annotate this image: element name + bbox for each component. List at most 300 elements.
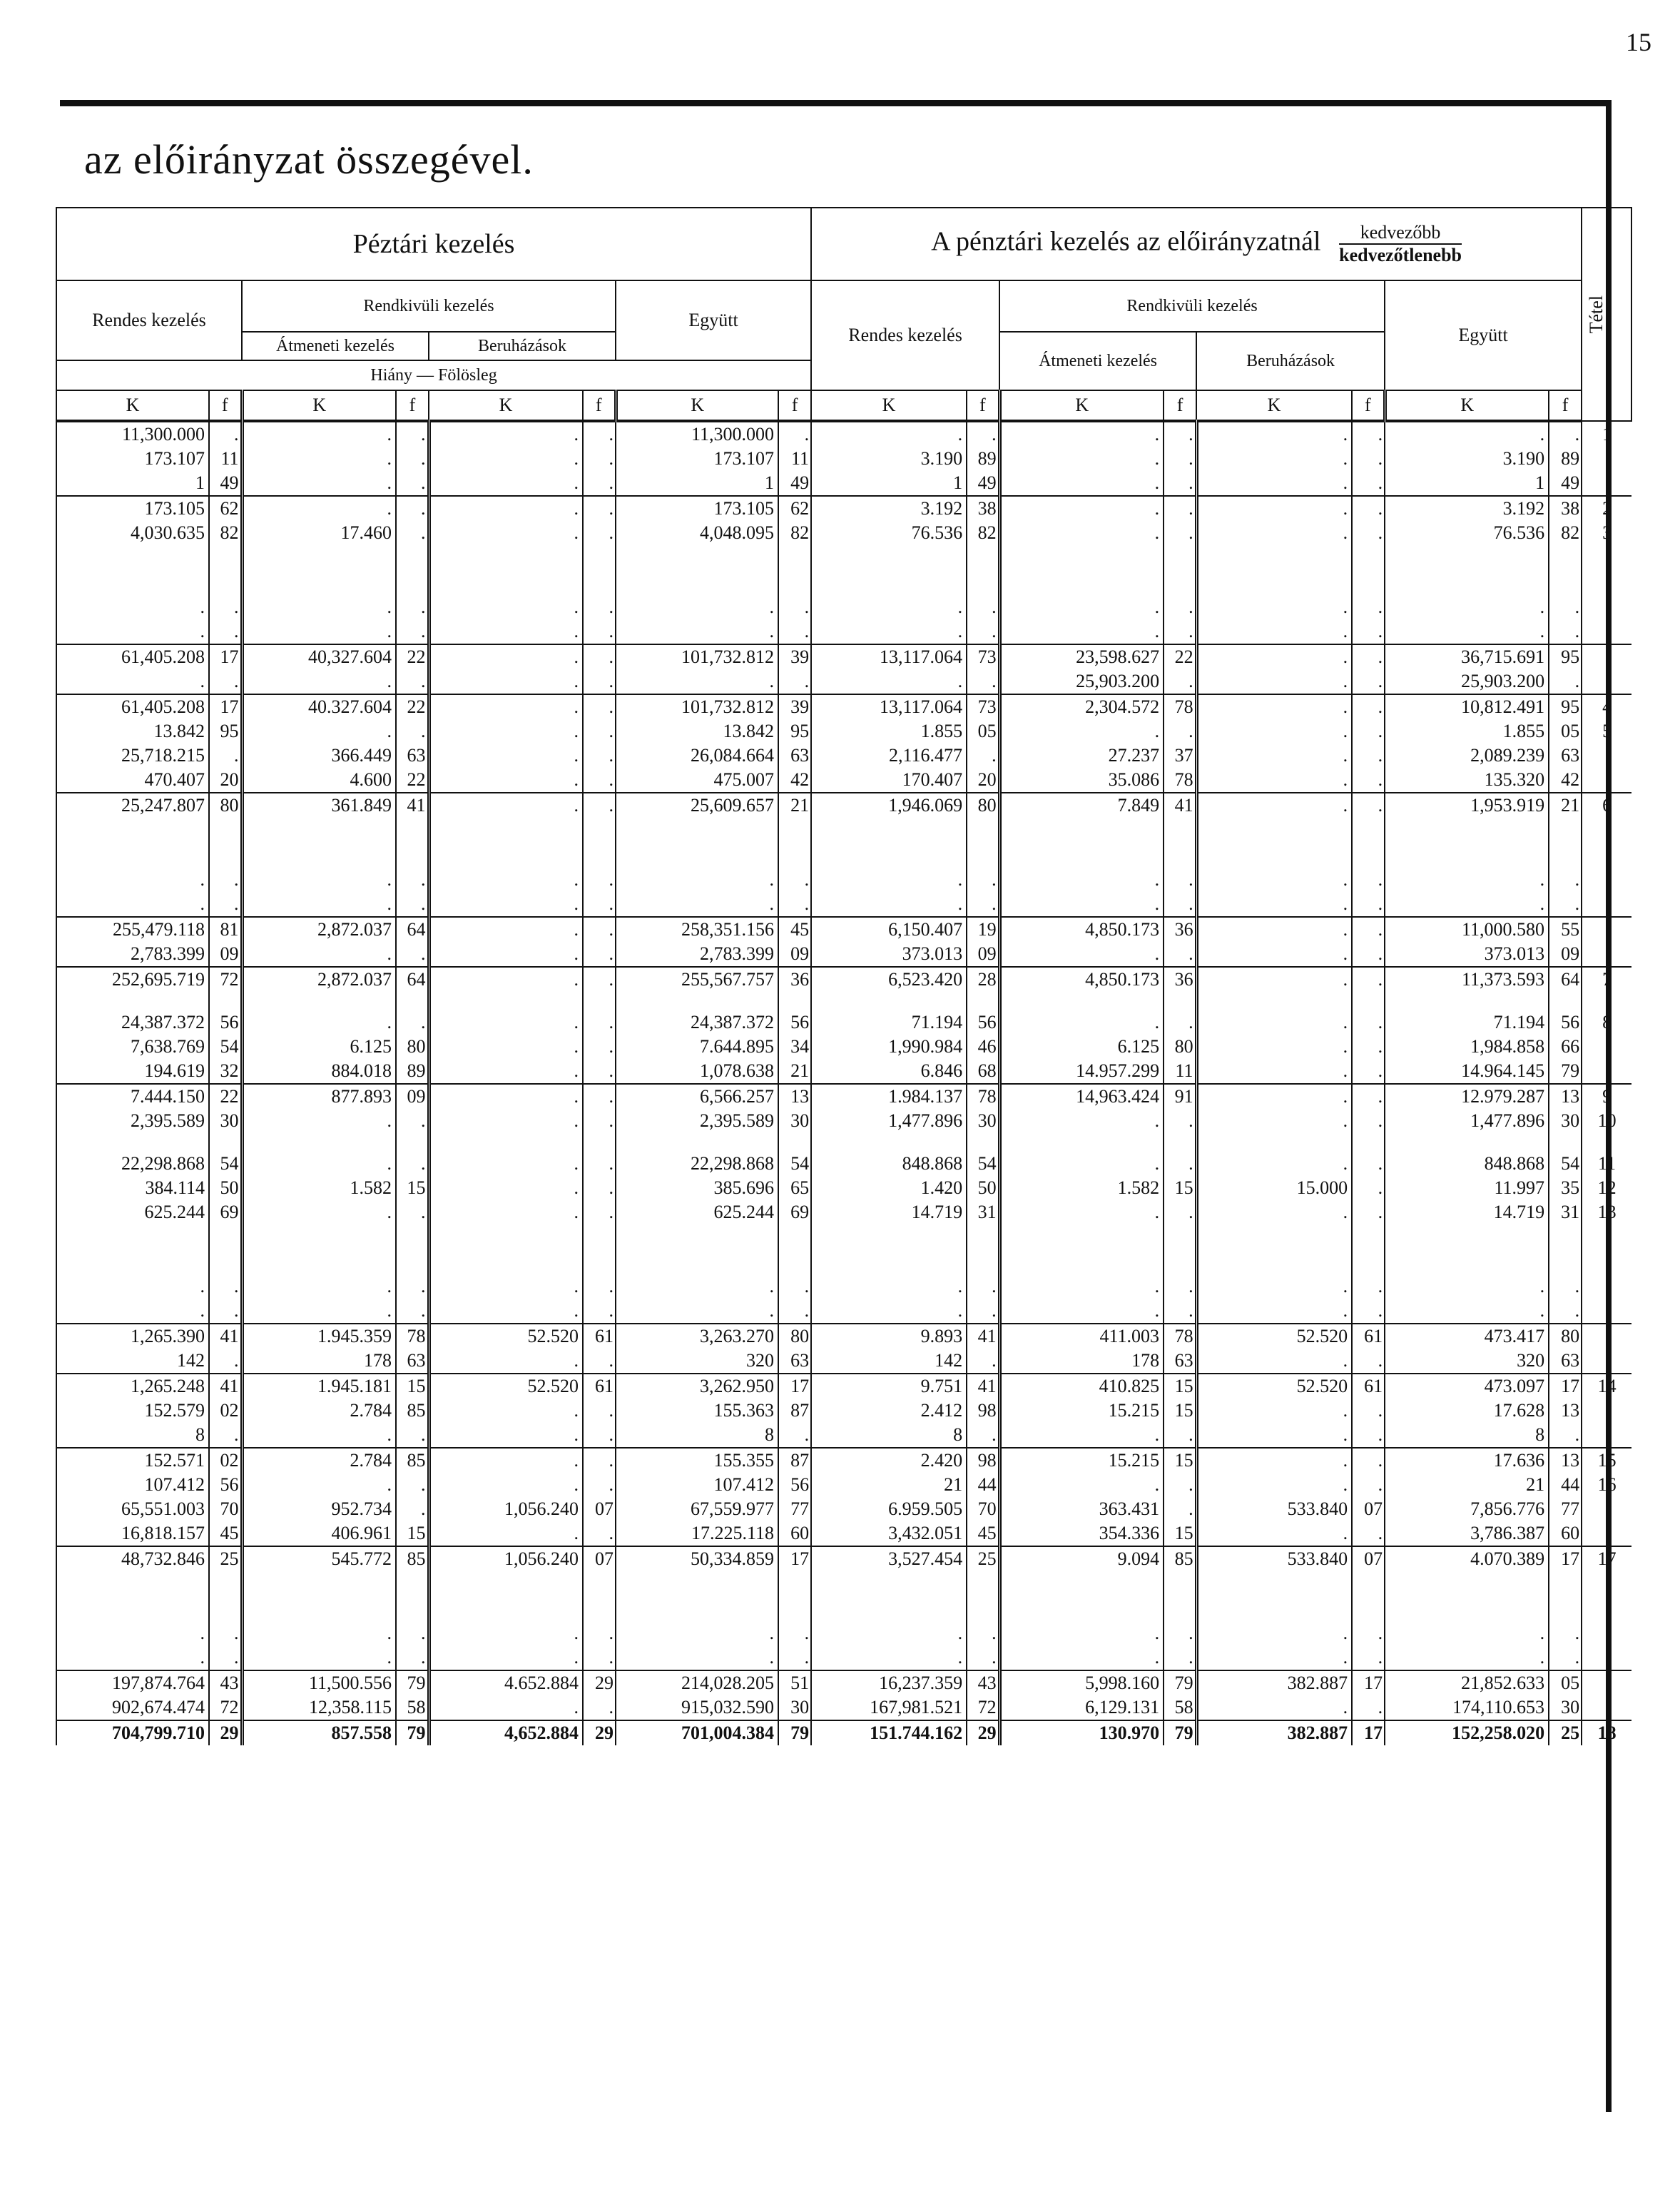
- table-row: [56, 545, 1631, 595]
- cell-filler: 07: [583, 1546, 616, 1571]
- cell-filler: .: [1352, 917, 1385, 942]
- cell-korona: .: [811, 619, 967, 644]
- cell-tetel: [1582, 818, 1631, 868]
- cell-korona: [242, 545, 396, 595]
- cell-filler: 39: [778, 694, 811, 719]
- cell-filler: 70: [967, 1497, 999, 1521]
- cell-korona: 255,479.118: [56, 917, 209, 942]
- cell-filler: .: [1549, 619, 1582, 644]
- cell-filler: .: [1164, 619, 1196, 644]
- cell-tetel: 18: [1582, 1720, 1631, 1745]
- cell-filler: .: [1549, 868, 1582, 892]
- cell-filler: 63: [778, 744, 811, 768]
- cell-korona: .: [242, 1274, 396, 1299]
- cell-korona: .: [56, 619, 209, 644]
- cell-filler: .: [209, 669, 242, 694]
- cell-korona: [1196, 1571, 1352, 1621]
- cell-korona: .: [811, 892, 967, 917]
- cell-korona: 107.412: [56, 1473, 209, 1497]
- cell-filler: [209, 992, 242, 1010]
- cell-filler: 41: [209, 1324, 242, 1349]
- cell-tetel: 16: [1582, 1473, 1631, 1497]
- cell-tetel: 7: [1582, 967, 1631, 992]
- cell-korona: 61,405.208: [56, 694, 209, 719]
- cell-korona: 5,998.160: [999, 1670, 1164, 1695]
- cell-korona: .: [429, 744, 583, 768]
- cell-tetel: [1582, 471, 1631, 496]
- cell-korona: .: [1196, 917, 1352, 942]
- cell-korona: 2,395.589: [56, 1109, 209, 1133]
- cell-korona: 23,598.627: [999, 644, 1164, 669]
- egyutt-header-right: Együtt: [1385, 280, 1582, 390]
- cell-filler: .: [583, 1109, 616, 1133]
- cell-filler: 19: [967, 917, 999, 942]
- cell-korona: 2,304.572: [999, 694, 1164, 719]
- cell-filler: 79: [778, 1720, 811, 1745]
- cell-korona: .: [999, 496, 1164, 521]
- cell-filler: 73: [967, 694, 999, 719]
- cell-korona: 2,872.037: [242, 967, 396, 992]
- cell-korona: 8: [56, 1423, 209, 1448]
- cell-korona: 625.244: [56, 1200, 209, 1224]
- cell-filler: 79: [1164, 1670, 1196, 1695]
- cell-filler: 25: [1549, 1720, 1582, 1745]
- cell-korona: .: [999, 1274, 1164, 1299]
- cell-korona: .: [429, 595, 583, 619]
- cell-filler: .: [583, 1349, 616, 1374]
- table-row: [56, 1084, 1631, 1109]
- cell-filler: .: [778, 421, 811, 447]
- cell-korona: 2,089.239: [1385, 744, 1549, 768]
- cell-korona: [1385, 992, 1549, 1010]
- cell-filler: 50: [967, 1176, 999, 1200]
- cell-korona: 52.520: [1196, 1374, 1352, 1399]
- cell-filler: 20: [967, 768, 999, 793]
- cell-korona: 194.619: [56, 1059, 209, 1084]
- cell-filler: .: [778, 868, 811, 892]
- cell-filler: 89: [396, 1059, 429, 1084]
- cell-korona: 3,263.270: [616, 1324, 778, 1349]
- cell-korona: .: [1385, 619, 1549, 644]
- cell-korona: .: [242, 669, 396, 694]
- cell-filler: [1164, 1224, 1196, 1274]
- cell-filler: 25: [209, 1546, 242, 1571]
- cell-korona: .: [616, 619, 778, 644]
- cell-filler: .: [396, 1423, 429, 1448]
- cell-korona: .: [429, 719, 583, 744]
- cell-korona: [616, 1224, 778, 1274]
- table-row: [56, 1299, 1631, 1324]
- cell-korona: [616, 1571, 778, 1621]
- cell-filler: .: [396, 1010, 429, 1035]
- cell-filler: 80: [1164, 1035, 1196, 1059]
- cell-korona: .: [56, 868, 209, 892]
- cell-filler: 45: [209, 1521, 242, 1546]
- cell-filler: 45: [967, 1521, 999, 1546]
- cell-korona: .: [1196, 1349, 1352, 1374]
- cell-filler: .: [1352, 644, 1385, 669]
- cell-filler: 49: [209, 471, 242, 496]
- cell-korona: [999, 992, 1164, 1010]
- cell-korona: .: [1196, 967, 1352, 992]
- cell-korona: .: [999, 595, 1164, 619]
- cell-korona: 142: [811, 1349, 967, 1374]
- cell-filler: [1549, 1224, 1582, 1274]
- cell-korona: 11,300.000: [616, 421, 778, 447]
- cell-korona: .: [811, 669, 967, 694]
- cell-korona: 6,129.131: [999, 1695, 1164, 1720]
- cell-korona: .: [242, 1473, 396, 1497]
- cell-korona: 9.751: [811, 1374, 967, 1399]
- cell-filler: 54: [209, 1035, 242, 1059]
- cell-filler: [396, 992, 429, 1010]
- cell-korona: [429, 1571, 583, 1621]
- cell-tetel: [1582, 619, 1631, 644]
- cell-korona: 1: [616, 471, 778, 496]
- cell-korona: 1,984.858: [1385, 1035, 1549, 1059]
- cell-korona: 1,946.069: [811, 793, 967, 818]
- cell-filler: 65: [778, 1176, 811, 1200]
- cell-filler: .: [1352, 669, 1385, 694]
- cell-korona: .: [811, 1621, 967, 1645]
- cell-korona: .: [429, 917, 583, 942]
- cell-korona: 14.964.145: [1385, 1059, 1549, 1084]
- cell-filler: .: [396, 1299, 429, 1324]
- unit-f: f: [583, 390, 616, 421]
- cell-korona: 16,237.359: [811, 1670, 967, 1695]
- cell-tetel: [1582, 1521, 1631, 1546]
- cell-korona: .: [1196, 942, 1352, 967]
- cell-korona: [429, 818, 583, 868]
- cell-filler: .: [1164, 471, 1196, 496]
- unit-k: K: [242, 390, 396, 421]
- unit-f: f: [396, 390, 429, 421]
- cell-filler: 54: [209, 1152, 242, 1176]
- cell-korona: .: [1196, 1084, 1352, 1109]
- cell-filler: 36: [778, 967, 811, 992]
- cell-filler: .: [583, 447, 616, 471]
- cell-korona: 6,566.257: [616, 1084, 778, 1109]
- cell-korona: 21: [1385, 1473, 1549, 1497]
- cell-filler: .: [1549, 1274, 1582, 1299]
- cell-filler: 85: [1164, 1546, 1196, 1571]
- cell-filler: .: [583, 669, 616, 694]
- cell-filler: .: [396, 496, 429, 521]
- cell-korona: [429, 1133, 583, 1152]
- cell-filler: 29: [209, 1720, 242, 1745]
- cell-filler: .: [1164, 1152, 1196, 1176]
- cell-korona: 1.984.137: [811, 1084, 967, 1109]
- cell-korona: 915,032.590: [616, 1695, 778, 1720]
- cell-korona: .: [1196, 669, 1352, 694]
- tetel-label: Tétel: [1586, 295, 1607, 334]
- page-caption: az előirányzat összegével.: [84, 136, 534, 183]
- cell-filler: 73: [967, 644, 999, 669]
- cell-korona: .: [429, 1645, 583, 1670]
- cell-filler: [209, 1224, 242, 1274]
- cell-korona: .: [429, 1109, 583, 1133]
- cell-filler: 43: [967, 1670, 999, 1695]
- cell-filler: 56: [778, 1473, 811, 1497]
- cell-filler: .: [583, 1521, 616, 1546]
- cell-korona: 4.600: [242, 768, 396, 793]
- cell-filler: .: [1164, 595, 1196, 619]
- cell-tetel: [1582, 1621, 1631, 1645]
- cell-korona: .: [999, 1473, 1164, 1497]
- cell-korona: .: [429, 1152, 583, 1176]
- cell-filler: 95: [778, 719, 811, 744]
- cell-korona: 857.558: [242, 1720, 396, 1745]
- cell-korona: .: [429, 447, 583, 471]
- cell-filler: .: [1164, 1109, 1196, 1133]
- cell-filler: [1549, 992, 1582, 1010]
- cell-tetel: [1582, 1324, 1631, 1349]
- cell-filler: 85: [396, 1546, 429, 1571]
- table-row: [56, 1324, 1631, 1349]
- cell-korona: 3,786.387: [1385, 1521, 1549, 1546]
- cell-korona: 101,732.812: [616, 644, 778, 669]
- cell-korona: [1196, 1133, 1352, 1152]
- cell-korona: 142: [56, 1349, 209, 1374]
- cell-filler: 13: [778, 1084, 811, 1109]
- cell-korona: 214,028.205: [616, 1670, 778, 1695]
- cell-korona: 410.825: [999, 1374, 1164, 1399]
- cell-filler: .: [396, 892, 429, 917]
- cell-filler: .: [396, 942, 429, 967]
- cell-korona: [811, 818, 967, 868]
- cell-korona: 4.070.389: [1385, 1546, 1549, 1571]
- cell-filler: .: [1164, 1200, 1196, 1224]
- table-row: [56, 1497, 1631, 1521]
- cell-filler: 50: [209, 1176, 242, 1200]
- cell-korona: .: [1196, 1152, 1352, 1176]
- cell-korona: 384.114: [56, 1176, 209, 1200]
- cell-korona: .: [429, 1521, 583, 1546]
- cell-filler: 09: [967, 942, 999, 967]
- cell-filler: .: [583, 917, 616, 942]
- cell-filler: .: [583, 1084, 616, 1109]
- cell-korona: .: [1196, 1299, 1352, 1324]
- cell-filler: 30: [1549, 1109, 1582, 1133]
- cell-filler: .: [967, 1274, 999, 1299]
- cell-korona: 21,852.633: [1385, 1670, 1549, 1695]
- cell-korona: 11,000.580: [1385, 917, 1549, 942]
- cell-filler: 70: [209, 1497, 242, 1521]
- table-row: [56, 1059, 1631, 1084]
- cell-filler: 60: [778, 1521, 811, 1546]
- cell-korona: 7.644.895: [616, 1035, 778, 1059]
- cell-korona: 848.868: [1385, 1152, 1549, 1176]
- cell-korona: .: [56, 1299, 209, 1324]
- cell-korona: 22,298.868: [56, 1152, 209, 1176]
- cell-korona: [811, 992, 967, 1010]
- rendkivuli-header-left: Rendkivüli kezelés: [242, 280, 616, 332]
- cell-filler: 34: [778, 1035, 811, 1059]
- cell-filler: .: [1352, 447, 1385, 471]
- cell-korona: 411.003: [999, 1324, 1164, 1349]
- cell-korona: 17.636: [1385, 1448, 1549, 1473]
- table-row: [56, 1546, 1631, 1571]
- table-row: [56, 447, 1631, 471]
- table-row: [56, 768, 1631, 793]
- cell-korona: .: [1196, 719, 1352, 744]
- cell-korona: .: [429, 421, 583, 447]
- cell-filler: .: [583, 595, 616, 619]
- cell-filler: 15: [1164, 1176, 1196, 1200]
- cell-filler: .: [1164, 669, 1196, 694]
- cell-tetel: 15: [1582, 1448, 1631, 1473]
- cell-tetel: [1582, 1349, 1631, 1374]
- cell-korona: [616, 1133, 778, 1152]
- cell-filler: 58: [396, 1695, 429, 1720]
- cell-korona: 11,300.000: [56, 421, 209, 447]
- cell-filler: [778, 818, 811, 868]
- table-row: [56, 1010, 1631, 1035]
- cell-filler: .: [1164, 1274, 1196, 1299]
- table-row: [56, 793, 1631, 818]
- cell-filler: 29: [583, 1670, 616, 1695]
- table-row: [56, 1399, 1631, 1423]
- cell-korona: .: [999, 421, 1164, 447]
- cell-tetel: 3: [1582, 521, 1631, 545]
- cell-filler: [778, 1571, 811, 1621]
- cell-filler: .: [583, 1010, 616, 1035]
- cell-korona: 15.000: [1196, 1176, 1352, 1200]
- cell-korona: 373.013: [811, 942, 967, 967]
- cell-korona: .: [1196, 1010, 1352, 1035]
- cell-korona: 1.420: [811, 1176, 967, 1200]
- cell-filler: 09: [396, 1084, 429, 1109]
- cell-korona: .: [999, 1152, 1164, 1176]
- cell-korona: 48,732.846: [56, 1546, 209, 1571]
- cell-korona: 107.412: [616, 1473, 778, 1497]
- cell-korona: .: [1196, 1423, 1352, 1448]
- cell-filler: 77: [1549, 1497, 1582, 1521]
- cell-tetel: 2: [1582, 496, 1631, 521]
- cell-filler: .: [1352, 793, 1385, 818]
- cell-korona: 52.520: [1196, 1324, 1352, 1349]
- cell-filler: .: [396, 1152, 429, 1176]
- cell-korona: 382.887: [1196, 1670, 1352, 1695]
- cell-korona: 2.412: [811, 1399, 967, 1423]
- cell-tetel: [1582, 644, 1631, 669]
- cell-korona: [1196, 1224, 1352, 1274]
- unit-f: f: [1549, 390, 1582, 421]
- cell-filler: 54: [967, 1152, 999, 1176]
- cell-korona: 152.571: [56, 1448, 209, 1473]
- cell-korona: .: [429, 1010, 583, 1035]
- egyutt-header-left: Együtt: [616, 280, 811, 360]
- cell-tetel: 17: [1582, 1546, 1631, 1571]
- cell-filler: .: [209, 1423, 242, 1448]
- cell-filler: .: [1164, 1621, 1196, 1645]
- table-row: [56, 1720, 1631, 1745]
- cell-korona: 8: [1385, 1423, 1549, 1448]
- cell-filler: 22: [396, 644, 429, 669]
- cell-filler: 17: [209, 644, 242, 669]
- cell-filler: 20: [209, 768, 242, 793]
- cell-korona: .: [999, 1010, 1164, 1035]
- cell-korona: 11.997: [1385, 1176, 1549, 1200]
- unit-k: K: [56, 390, 209, 421]
- cell-korona: 4,850.173: [999, 917, 1164, 942]
- cell-filler: 63: [1549, 744, 1582, 768]
- cell-filler: 46: [967, 1035, 999, 1059]
- cell-korona: .: [242, 1200, 396, 1224]
- cell-filler: .: [1352, 1010, 1385, 1035]
- cell-filler: 02: [209, 1448, 242, 1473]
- cell-korona: .: [242, 496, 396, 521]
- cell-filler: .: [1352, 1109, 1385, 1133]
- cell-filler: 58: [1164, 1695, 1196, 1720]
- cell-filler: 37: [1164, 744, 1196, 768]
- cell-korona: .: [429, 868, 583, 892]
- cell-korona: [999, 1224, 1164, 1274]
- cell-filler: 61: [583, 1374, 616, 1399]
- cell-korona: 10,812.491: [1385, 694, 1549, 719]
- cell-korona: 178: [999, 1349, 1164, 1374]
- cell-filler: 31: [1549, 1200, 1582, 1224]
- cell-korona: .: [429, 1084, 583, 1109]
- cell-filler: .: [209, 744, 242, 768]
- cell-korona: 14.719: [811, 1200, 967, 1224]
- cell-filler: 85: [396, 1399, 429, 1423]
- cell-filler: 17: [778, 1374, 811, 1399]
- cell-korona: 25,903.200: [1385, 669, 1549, 694]
- cell-filler: .: [396, 595, 429, 619]
- cell-korona: .: [616, 892, 778, 917]
- cell-korona: .: [999, 1299, 1164, 1324]
- cell-filler: 62: [778, 496, 811, 521]
- cell-korona: 625.244: [616, 1200, 778, 1224]
- cell-korona: 61,405.208: [56, 644, 209, 669]
- cell-filler: .: [1352, 521, 1385, 545]
- tetel-header: [1582, 208, 1631, 421]
- cell-korona: 6,150.407: [811, 917, 967, 942]
- cell-korona: 3,432.051: [811, 1521, 967, 1546]
- cell-korona: 1.582: [242, 1176, 396, 1200]
- cell-filler: 42: [778, 768, 811, 793]
- cell-filler: .: [396, 669, 429, 694]
- cell-korona: 17.628: [1385, 1399, 1549, 1423]
- cell-filler: [396, 1224, 429, 1274]
- cell-filler: .: [1164, 1473, 1196, 1497]
- cell-filler: .: [1164, 521, 1196, 545]
- cell-filler: 17: [778, 1546, 811, 1571]
- cell-korona: 4,030.635: [56, 521, 209, 545]
- cell-filler: 95: [209, 719, 242, 744]
- cell-filler: .: [396, 1645, 429, 1670]
- cell-korona: [811, 1133, 967, 1152]
- cell-filler: 62: [209, 496, 242, 521]
- cell-korona: .: [1385, 892, 1549, 917]
- cell-tetel: [1582, 768, 1631, 793]
- cell-filler: .: [209, 1299, 242, 1324]
- cell-korona: 173.107: [616, 447, 778, 471]
- cell-filler: 41: [967, 1324, 999, 1349]
- cell-korona: 11,500.556: [242, 1670, 396, 1695]
- cell-filler: 05: [967, 719, 999, 744]
- cell-korona: .: [1196, 793, 1352, 818]
- cell-korona: .: [56, 1274, 209, 1299]
- cell-filler: .: [396, 421, 429, 447]
- cell-filler: 13: [1549, 1448, 1582, 1473]
- cell-filler: 30: [209, 1109, 242, 1133]
- cell-filler: 56: [209, 1473, 242, 1497]
- table-row: [56, 1035, 1631, 1059]
- cell-filler: 38: [1549, 496, 1582, 521]
- cell-filler: [778, 545, 811, 595]
